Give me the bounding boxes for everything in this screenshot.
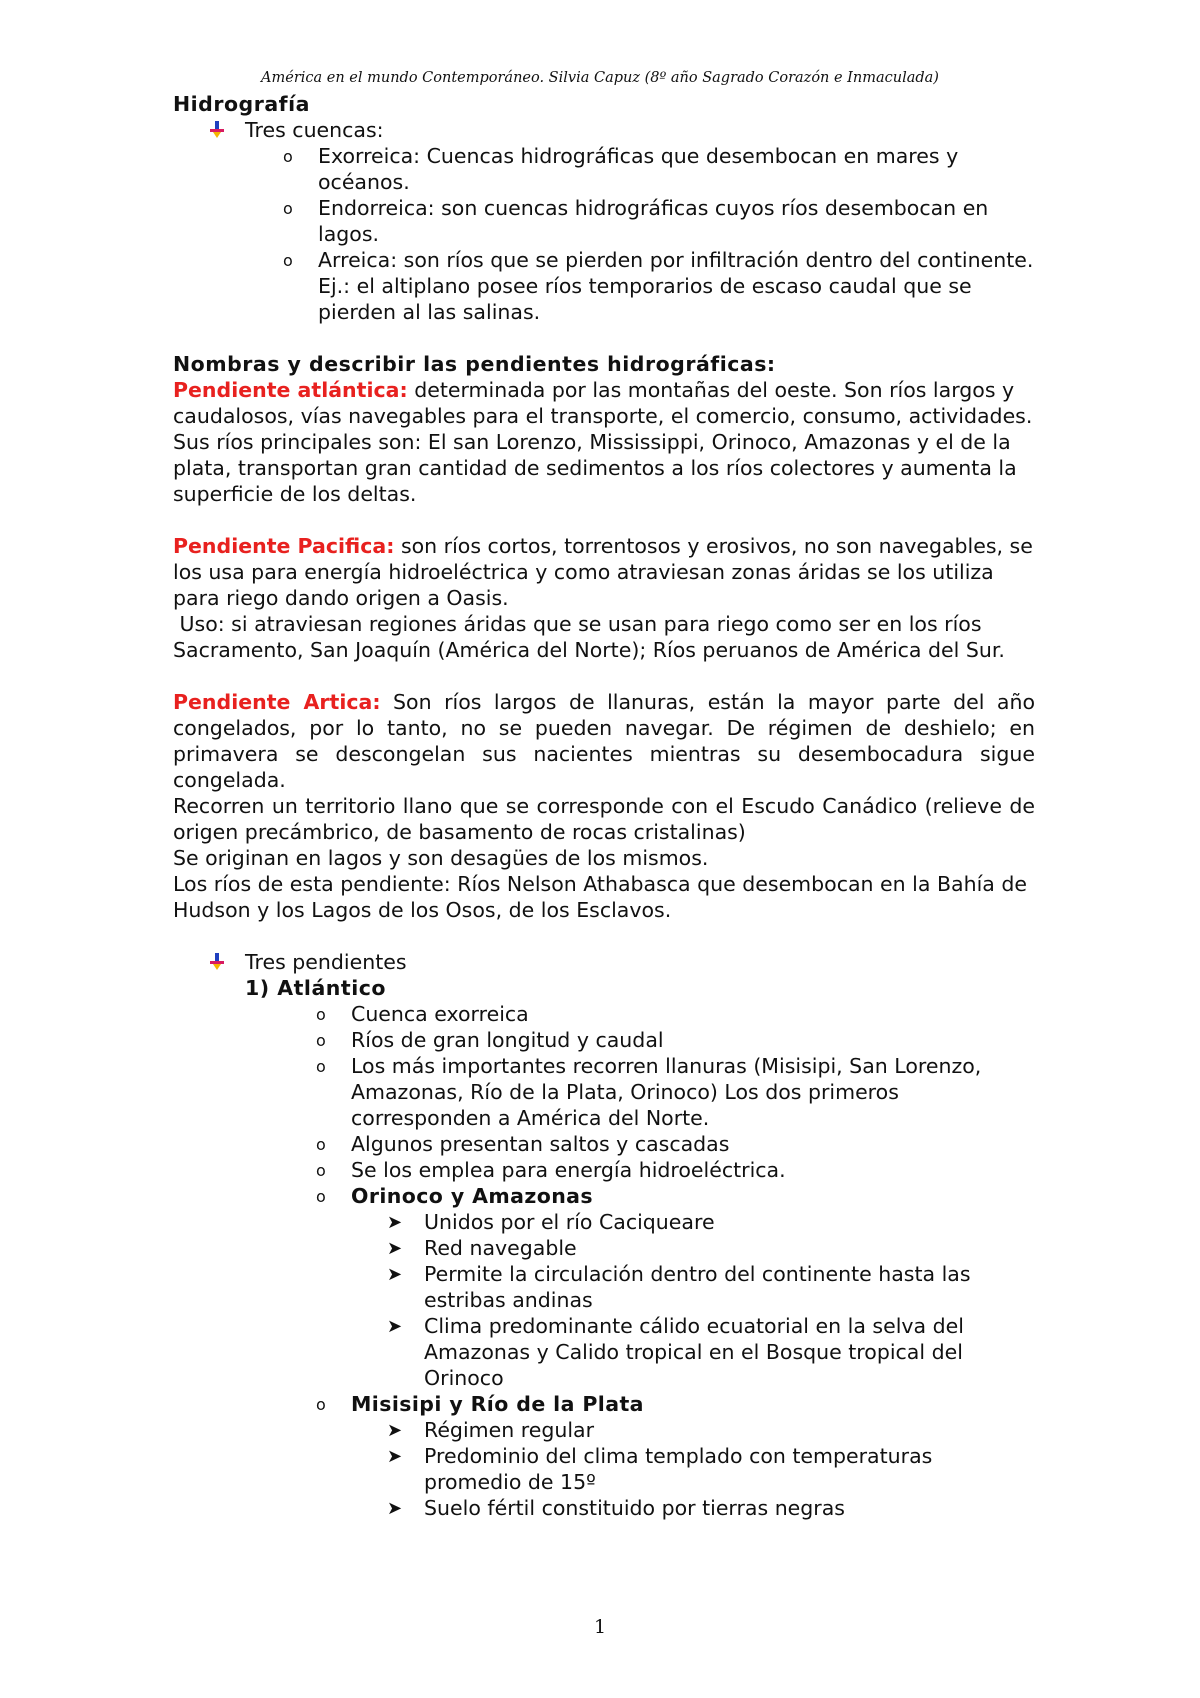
atlantico-list — [173, 1001, 1035, 1521]
sub-list-item: ➤ Red navegable — [387, 1236, 577, 1260]
page-header: América en el mundo Contemporáneo. Silvia Capuz (8º año Sagrado Corazón e Inmaculada) — [261, 70, 939, 86]
pendientes-intro: Tres pendientes — [245, 950, 407, 974]
cuencas-intro-row — [173, 117, 1035, 143]
arrow-down-bullet-icon — [210, 121, 224, 139]
chevron-right-bullet-icon: ➤ — [387, 1238, 403, 1259]
circle-bullet-icon: o — [316, 1135, 326, 1154]
list-item: o Exorreica: Cuencas hidrográficas que desembocan en mares y océanos. — [283, 144, 959, 194]
list-item: o Algunos presentan saltos y cascadas — [316, 1132, 730, 1156]
artica-text: Son ríos largos de llanuras, están la mayor parte del año congelados, por lo tanto, no se pueden navegar. De régimen de deshielo; en primavera se descongelan sus nacientes mientras su desembocadura sigue congelada. — [173, 690, 1036, 792]
sub-list-item: ➤ Permite la circulación dentro del continente hasta las estribas andinas — [387, 1262, 971, 1312]
pacifica-label: Pendiente Pacifica: — [173, 534, 395, 558]
list-item: o Arreica: son ríos que se pierden por infiltración dentro del continente. Ej.: el altiplano posee ríos temporarios de escaso caudal que se pierden al las salinas. — [283, 248, 1034, 324]
chevron-right-bullet-icon: ➤ — [387, 1212, 403, 1233]
circle-bullet-icon: o — [283, 251, 293, 270]
page-title: Hidrografía — [173, 92, 310, 116]
sub-list-item: ➤ Predominio del clima templado con temperaturas promedio de 15º — [387, 1444, 933, 1494]
sub-list-item: ➤ Unidos por el río Caciqueare — [387, 1210, 715, 1234]
sub-list-item: ➤ Clima predominante cálido ecuatorial en la selva del Amazonas y Calido tropical en el Bosque tropical del Orinoco — [387, 1314, 964, 1390]
orinoco-amazonas-item — [173, 1183, 1035, 1209]
chevron-right-bullet-icon: ➤ — [387, 1446, 403, 1467]
artica-paragraph-3: Se originan en lagos y son desagües de los mismos. — [173, 846, 709, 870]
pacifica-paragraph — [173, 533, 1035, 611]
document-body — [173, 91, 1035, 1521]
atlantica-paragraph — [173, 377, 1035, 507]
artica-paragraph-2: Recorren un territorio llano que se corresponde con el Escudo Canádico (relieve de origen precámbrico, de basamento de rocas cristalinas) — [173, 794, 1035, 844]
circle-bullet-icon: o — [316, 1057, 326, 1076]
atlantica-label: Pendiente atlántica: — [173, 378, 408, 402]
cuencas-intro: Tres cuencas: — [245, 118, 384, 142]
list-item: o Endorreica: son cuencas hidrográficas cuyos ríos desembocan en lagos. — [283, 196, 989, 246]
artica-label: Pendiente Artica: — [173, 690, 381, 714]
misisipi-plata-item — [173, 1391, 1035, 1417]
sub-list-item: ➤ Régimen regular — [387, 1418, 595, 1442]
circle-bullet-icon: o — [283, 147, 293, 166]
chevron-right-bullet-icon: ➤ — [387, 1264, 403, 1285]
chevron-right-bullet-icon: ➤ — [387, 1316, 403, 1337]
chevron-right-bullet-icon: ➤ — [387, 1420, 403, 1441]
arrow-down-bullet-icon — [210, 953, 224, 971]
pacifica-text: son ríos cortos, torrentosos y erosivos, no son navegables, se los usa para energía hidroeléctrica y como atraviesan zonas áridas se los utiliza para riego dando origen a Oasis. — [173, 534, 1033, 610]
pendientes-intro-row — [173, 949, 1035, 975]
sub-list-item: ➤ Suelo fértil constituido por tierras negras — [387, 1496, 845, 1520]
circle-bullet-icon: o — [283, 199, 293, 218]
artica-paragraph — [173, 689, 1035, 793]
chevron-right-bullet-icon: ➤ — [387, 1498, 403, 1519]
list-item: o Cuenca exorreica — [316, 1002, 529, 1026]
circle-bullet-icon: o — [316, 1161, 326, 1180]
cuencas-list — [173, 143, 1035, 325]
circle-bullet-icon: o — [316, 1187, 326, 1206]
section-atlantico-heading: 1) Atlántico — [245, 976, 386, 1000]
misisipi-plata-title: Misisipi y Río de la Plata — [351, 1392, 644, 1416]
list-item: o Los más importantes recorren llanuras (Misisipi, San Lorenzo, Amazonas, Río de la Plata, Orinoco) Los dos primeros corresponden a América del Norte. — [316, 1054, 982, 1130]
circle-bullet-icon: o — [316, 1395, 326, 1414]
section-question: Nombras y describir las pendientes hidrográficas: — [173, 352, 776, 376]
orinoco-amazonas-title: Orinoco y Amazonas — [351, 1184, 594, 1208]
atlantica-text: determinada por las montañas del oeste. Son ríos largos y caudalosos, vías navegables para el transporte, el comercio, consumo, actividades. Sus ríos principales son: El san Lorenzo, Mississippi, Orinoco, Amazonas y el de la plata, transportan gran cantidad de sedimentos a los ríos colectores y aumenta la superficie de los deltas. — [173, 378, 1033, 506]
pacifica-uso: Uso: si atraviesan regiones áridas que se usan para riego como ser en los ríos Sacramento, San Joaquín (América del Norte); Ríos peruanos de América del Sur. — [173, 612, 1005, 662]
circle-bullet-icon: o — [316, 1031, 326, 1050]
page-number: 1 — [593, 1616, 607, 1638]
artica-paragraph-4: Los ríos de esta pendiente: Ríos Nelson Athabasca que desembocan en la Bahía de Hudson y los Lagos de los Osos, de los Esclavos. — [173, 872, 1027, 922]
list-item: o Se los emplea para energía hidroeléctrica. — [316, 1158, 786, 1182]
circle-bullet-icon: o — [316, 1005, 326, 1024]
list-item: o Ríos de gran longitud y caudal — [316, 1028, 664, 1052]
